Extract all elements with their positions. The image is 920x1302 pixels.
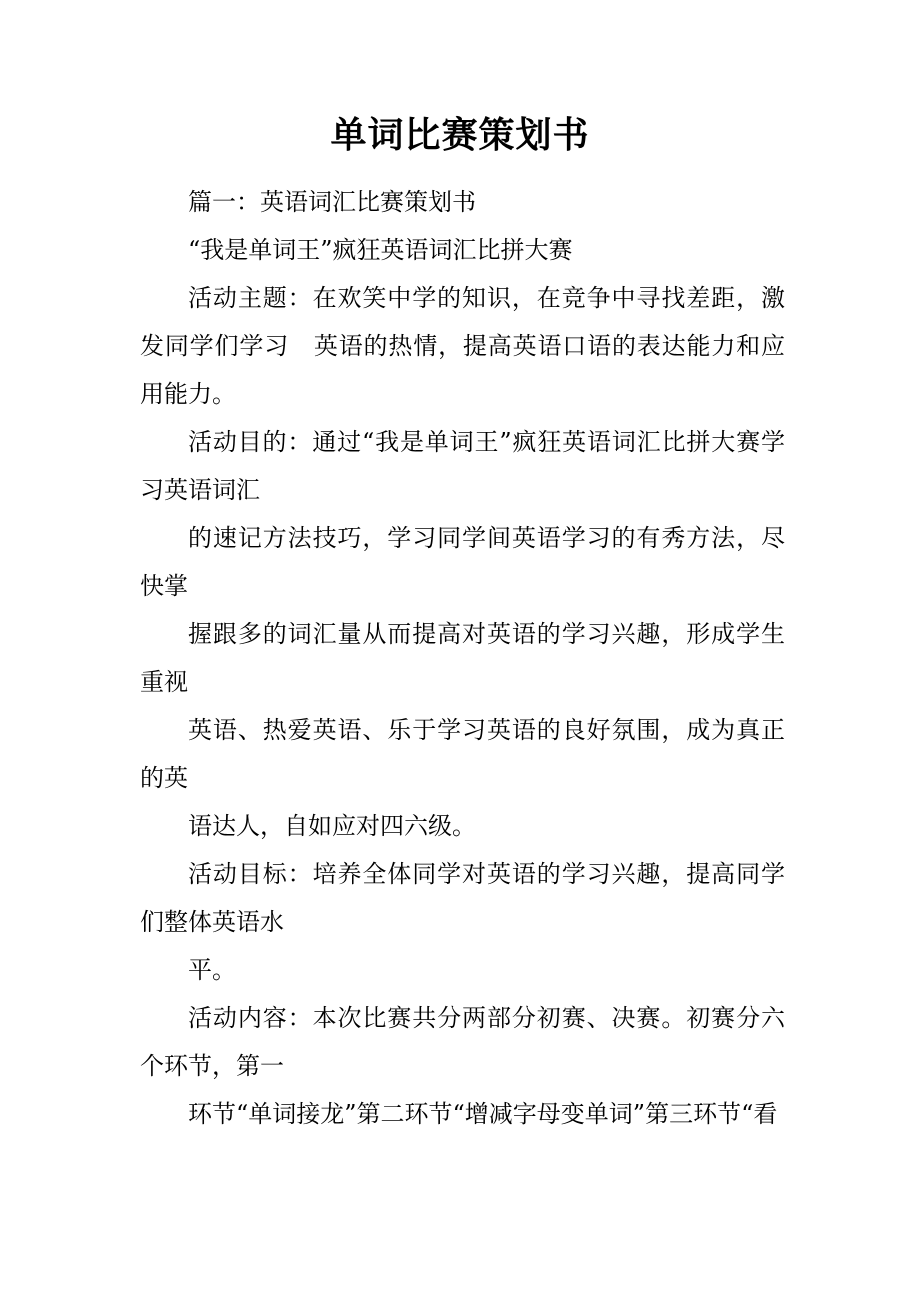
- paragraph: 活动内容：本次比赛共分两部分初赛、决赛。初赛分六个环节，第一: [140, 1004, 785, 1080]
- document-title: 单词比赛策划书: [330, 114, 590, 156]
- paragraph: 握跟多的词汇量从而提高对英语的学习兴趣，形成学生重视: [140, 620, 785, 696]
- paragraph: 环节“单词接龙”第二环节“增减字母变单词”第三环节“看: [188, 1100, 778, 1128]
- paragraph: “我是单词王”疯狂英语词汇比拼大赛: [188, 236, 573, 264]
- paragraph: 活动主题：在欢笑中学的知识，在竞争中寻找差距，激发同学们学习 英语的热情，提高英语口语的表达能力和应用能力。: [140, 284, 785, 408]
- document-body: [140, 178, 785, 1138]
- paragraph: 活动目的：通过“我是单词王”疯狂英语词汇比拼大赛学习英语词汇: [140, 428, 785, 504]
- paragraph: 篇一：英语词汇比赛策划书: [188, 188, 476, 216]
- paragraph: 的速记方法技巧，学习同学间英语学习的有秀方法，尽快掌: [140, 524, 785, 600]
- paragraph: 活动目标：培养全体同学对英语的学习兴趣，提高同学们整体英语水: [140, 860, 785, 936]
- paragraph: 平。: [188, 956, 236, 984]
- paragraph: 语达人，自如应对四六级。: [188, 812, 476, 840]
- paragraph: 英语、热爱英语、乐于学习英语的良好氛围，成为真正的英: [140, 716, 785, 792]
